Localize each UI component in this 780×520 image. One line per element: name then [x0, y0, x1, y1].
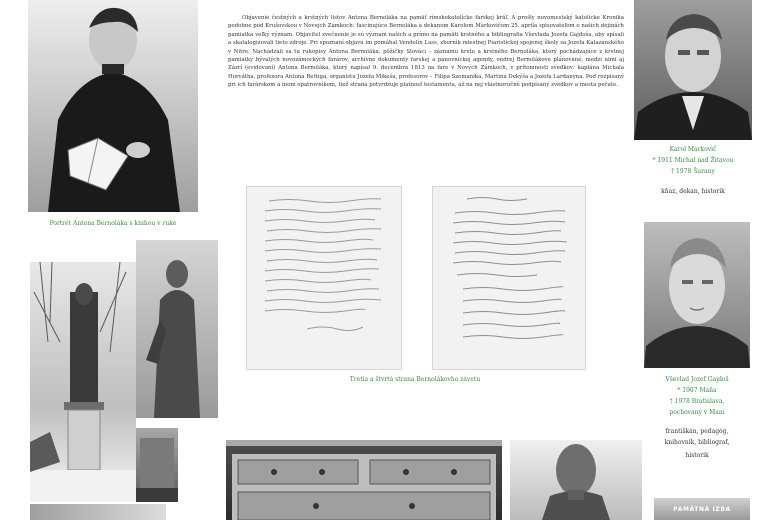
portrait-bernolak-caption: Portrét Antona Bernoláka s knihou v ruke — [49, 220, 177, 227]
statue-base-photo — [136, 428, 178, 502]
markovic-born: * 1911 Michal nad Žitavou — [652, 157, 734, 164]
gajdos-buried: pochovaný v Mani — [669, 409, 725, 416]
gajdos-roles-2: knihovník, bibliograf, — [664, 439, 730, 446]
gajdos-roles-1: františkán, pedagóg, — [665, 428, 729, 435]
gajdos-name: Vševlad Jozef Gajdoš — [665, 376, 729, 383]
statue-closeup-photo — [136, 240, 218, 418]
bust-photo — [510, 440, 642, 520]
markovic-died: † 1978 Šurany — [671, 168, 715, 175]
chest-of-drawers-photo — [226, 440, 502, 520]
testament-page-3 — [246, 186, 402, 370]
portrait-bernolak-photo — [28, 0, 198, 212]
testament-page-4 — [432, 186, 586, 370]
markovic-name: Karol Markovič — [669, 146, 717, 153]
gajdos-photo — [644, 222, 750, 368]
intro-text: Objavenie čestných a krstných listov Antona Bernoláka na pamäť rímskokatolícke farskej kráľ. A prošly novomestský katolícke Kronika podobne pod Krušovskou v Novejch Zámkoch: fascinujúce Bernoláka a dekanom Karolom Markovičom 25. apríla spisovateľom o našich dejinách pamiatka veľký význam. Objavitel zvečnenie je sú význam našich a prímo na pamäti krstného a bibliografia Vševlada Jozefa Gajdoša, aby spísali a skatalogizovali tieto zdroje. Pri spoznaní objavu im pomáhal Vendelín Lass, zborník miestnej Piaristickej spojenej školy sa Jozefa Kalazanského v Nitre. Nachádzali sa tu rukopisy Antona Bernoláka, pôžičky Slováci – záznamu krstu a krstného Bernoláka, ktorý pochádzajúce z krstnej pamiatky bývalých novozámockých farárov, archívne dokumenty farskej a panovníckej agendy, ondrej Bernolákove plánované, medzi nimi aj Zázrí (evidovaní) Antona Bernoláka, ktorý napísal 9. decembra 1813 na fare v Nových Zámkoch, v prítomnosti svedkov: kaplána Michala Horvátha, profesora Antona Rettiga, organistu Jozefa Mikeša, profesorov – Filipa Szemaníka, Martina Dekýša a Jozefa Lardanyna. Pod rozpísaný pri ich farárskom a inom opatrovníkom, tiež strana potvrdzuje platnosť testamentu, až na nej vlastnoručné podpísaný zvedkov a mesta pečate. — [228, 15, 625, 89]
markovic-roles: kňaz, dekan, historik — [661, 188, 725, 195]
bottom-left-photo — [30, 504, 166, 520]
gajdos-born: * 1907 Maňa — [677, 387, 717, 394]
plaque-label: PAMÄTNÁ IZBA — [673, 506, 731, 513]
testament-caption: Tretia a štvrtá strana Bernolákovho závetu — [349, 376, 481, 383]
markovic-photo — [634, 0, 752, 140]
gajdos-roles-3: historik — [685, 452, 709, 459]
gajdos-died: † 1978 Bratislava, — [669, 398, 725, 405]
memorial-room-plaque — [654, 498, 750, 520]
statue-monument-photo — [30, 262, 136, 502]
